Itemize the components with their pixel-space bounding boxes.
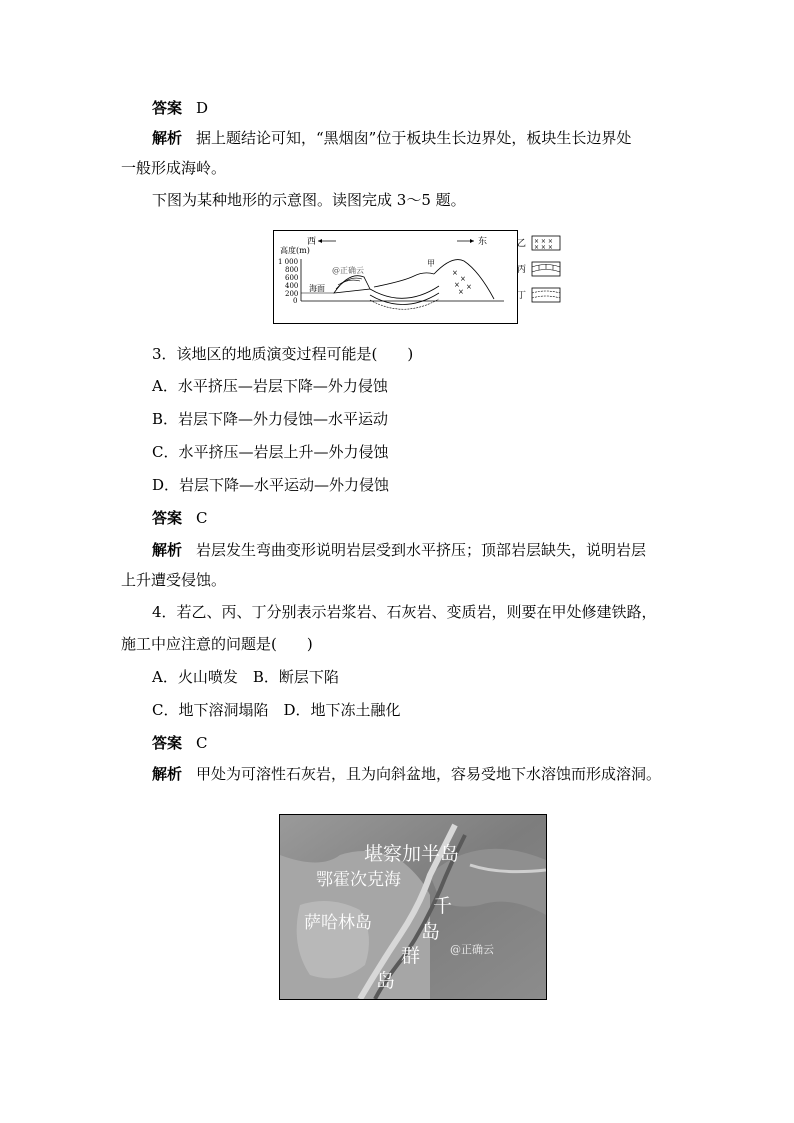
watermark: @正确云 xyxy=(450,943,494,956)
q3-answer xyxy=(152,507,208,529)
q4-options-ab: A．火山喷发 B．断层下陷 xyxy=(152,668,339,686)
east-arrowhead xyxy=(470,239,474,243)
syncline-layer xyxy=(370,293,439,305)
surface-profile xyxy=(374,273,434,287)
landform-cross-section xyxy=(273,230,518,324)
q2-answer xyxy=(152,97,208,119)
answer-value: C xyxy=(196,734,208,752)
q4-analysis xyxy=(152,763,661,785)
q3-stem: 3．该地区的地质演变过程可能是( ) xyxy=(152,345,414,363)
igneous-mark: × xyxy=(454,281,460,289)
syncline-layer xyxy=(370,286,439,298)
igneous-mark: × xyxy=(466,283,472,291)
y-tick: 200 xyxy=(285,290,299,298)
analysis-label: 解析 xyxy=(152,129,183,147)
legend-ding: 丁 xyxy=(517,291,527,301)
y-tick: 800 xyxy=(285,266,299,274)
q2-analysis-cont: 一般形成海岭。 xyxy=(121,159,227,177)
igneous-mark: × × × xyxy=(534,238,553,245)
analysis-text: 甲处为可溶性石灰岩，且为向斜盆地，容易受地下水溶蚀而形成溶洞。 xyxy=(196,765,662,783)
igneous-mark: × xyxy=(452,269,458,277)
kuril-char: 群 xyxy=(401,945,421,967)
kamchatka-label: 堪察加半岛 xyxy=(364,843,460,865)
y-axis-label: 高度(m) xyxy=(280,246,310,255)
point-jia: 甲 xyxy=(427,259,435,268)
igneous-mark: × xyxy=(460,275,466,283)
q4-answer xyxy=(152,732,208,754)
analysis-text: 据上题结论可知，“黑烟囱”位于板块生长边界处，板块生长边界处 xyxy=(196,129,632,147)
q2-analysis xyxy=(152,127,631,149)
answer-value: C xyxy=(196,509,208,527)
kuril-char: 岛 xyxy=(421,921,441,943)
watermark: @正确云 xyxy=(332,266,364,275)
figure-legend xyxy=(516,232,566,306)
legend-ding-swatch xyxy=(532,288,560,302)
q3-analysis xyxy=(152,539,646,561)
okhotsk-label: 鄂霍次克海 xyxy=(316,870,401,890)
west-arrowhead xyxy=(318,239,322,243)
q3-option-c: C．水平挤压—岩层上升—外力侵蚀 xyxy=(152,443,389,461)
q4-options-cd: C．地下溶洞塌陷 D．地下冻土融化 xyxy=(152,701,401,719)
kuril-char: 千 xyxy=(433,895,453,917)
legend-bing: 丙 xyxy=(517,265,527,275)
y-tick: 400 xyxy=(285,282,299,290)
y-tick: 0 xyxy=(293,297,298,305)
igneous-mark: × xyxy=(458,288,464,296)
analysis-text: 岩层发生弯曲变形说明岩层受到水平挤压；顶部岩层缺失，说明岩层 xyxy=(196,541,647,559)
analysis-label: 解析 xyxy=(152,541,183,559)
relief-map xyxy=(279,814,547,1000)
q3-option-b: B．岩层下降—外力侵蚀—水平运动 xyxy=(152,410,389,428)
answer-value: D xyxy=(196,99,209,117)
sea-label: 海面 xyxy=(309,284,325,293)
east-label: 东 xyxy=(478,237,488,247)
igneous-mark: × × × xyxy=(534,244,553,251)
analysis-label: 解析 xyxy=(152,765,183,783)
q3-option-d: D．岩层下降—水平运动—外力侵蚀 xyxy=(152,476,390,494)
figure-intro: 下图为某种地形的示意图。读图完成 3～5 题。 xyxy=(152,191,466,209)
legend-yi: 乙 xyxy=(517,239,527,249)
q4-stem: 4．若乙、丙、丁分别表示岩浆岩、石灰岩、变质岩，则要在甲处修建铁路， xyxy=(152,603,657,621)
y-tick: 600 xyxy=(285,274,299,282)
west-label: 西 xyxy=(307,237,317,247)
kuril-char: 岛 xyxy=(376,970,396,992)
answer-label: 答案 xyxy=(152,734,183,752)
answer-label: 答案 xyxy=(152,99,183,117)
q3-option-a: A．水平挤压—岩层下降—外力侵蚀 xyxy=(152,377,388,395)
sakhalin-label: 萨哈林岛 xyxy=(304,913,372,933)
q4-stem-cont: 施工中应注意的问题是( ) xyxy=(121,635,313,653)
y-tick: 1 000 xyxy=(278,258,299,266)
q3-analysis-cont: 上升遭受侵蚀。 xyxy=(121,571,227,589)
answer-label: 答案 xyxy=(152,509,183,527)
